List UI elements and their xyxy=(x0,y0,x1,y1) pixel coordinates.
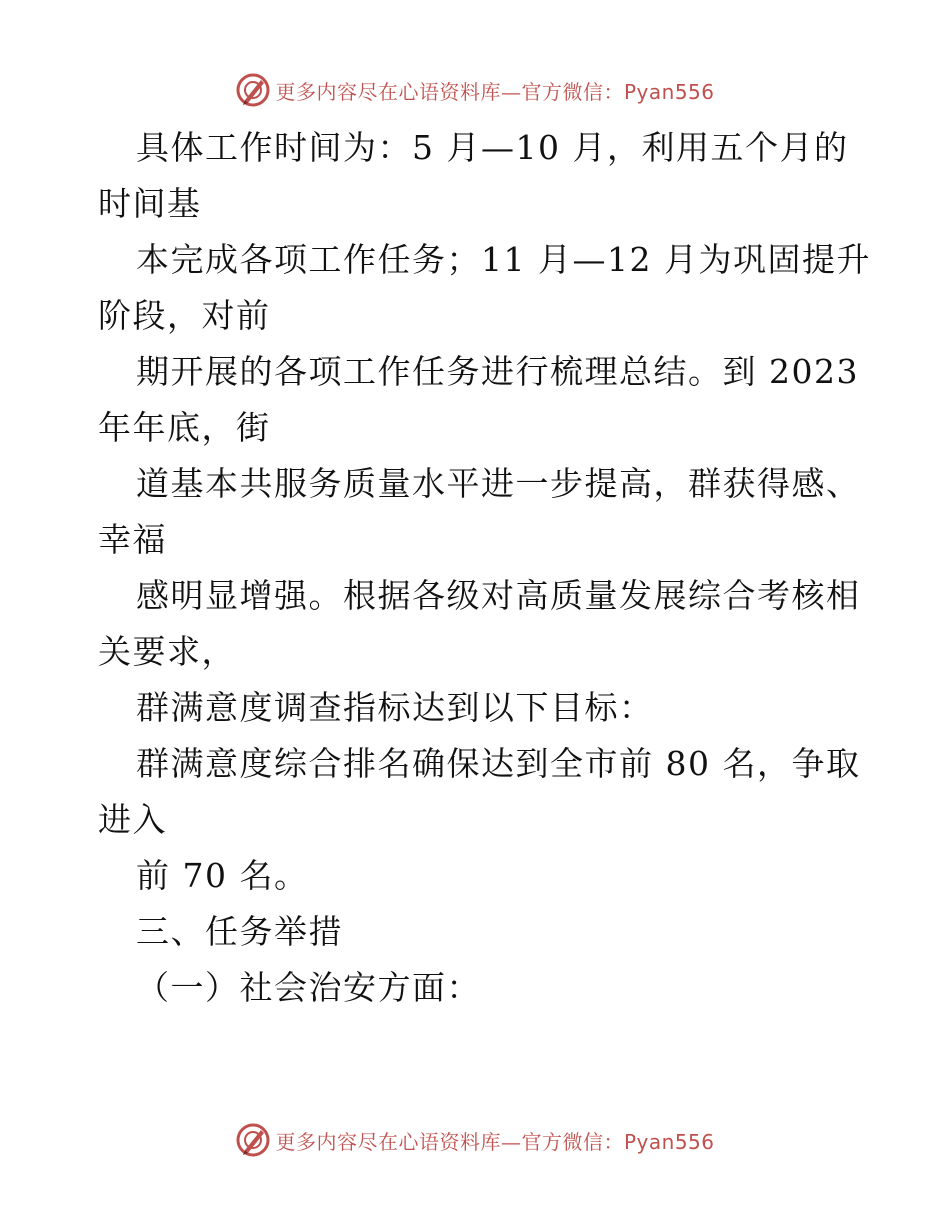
text-line: 年年底，街 xyxy=(98,408,271,447)
text-line: 群满意度综合排名确保达到全市前 80 名，争取 xyxy=(136,744,861,783)
pen-logo-icon xyxy=(235,1122,271,1158)
watermark-text: 更多内容尽在心语资料库—官方微信：Pyan556 xyxy=(275,79,715,104)
document-body xyxy=(98,120,871,1016)
text-line: （一）社会治安方面： xyxy=(136,968,481,1007)
watermark-text: 更多内容尽在心语资料库—官方微信：Pyan556 xyxy=(275,1129,715,1154)
footer-watermark xyxy=(0,1120,950,1160)
text-line: 本完成各项工作任务；11 月—12 月为巩固提升 xyxy=(136,240,871,279)
text-line: 三、任务举措 xyxy=(136,912,343,951)
header-watermark xyxy=(0,70,950,110)
text-line: 期开展的各项工作任务进行梳理总结。到 2023 xyxy=(136,352,859,391)
text-line: 前 70 名。 xyxy=(136,856,309,895)
pen-logo-icon xyxy=(235,72,271,108)
text-line: 时间基 xyxy=(98,184,202,223)
text-line: 进入 xyxy=(98,800,167,839)
text-line: 关要求， xyxy=(98,632,236,671)
text-line: 具体工作时间为：5 月—10 月，利用五个月的 xyxy=(136,128,849,167)
text-line: 幸福 xyxy=(98,520,167,559)
text-line: 感明显增强。根据各级对高质量发展综合考核相 xyxy=(136,576,861,615)
text-line: 道基本共服务质量水平进一步提高，群获得感、 xyxy=(136,464,861,503)
text-line: 阶段，对前 xyxy=(98,296,271,335)
text-line: 群满意度调查指标达到以下目标： xyxy=(136,688,654,727)
